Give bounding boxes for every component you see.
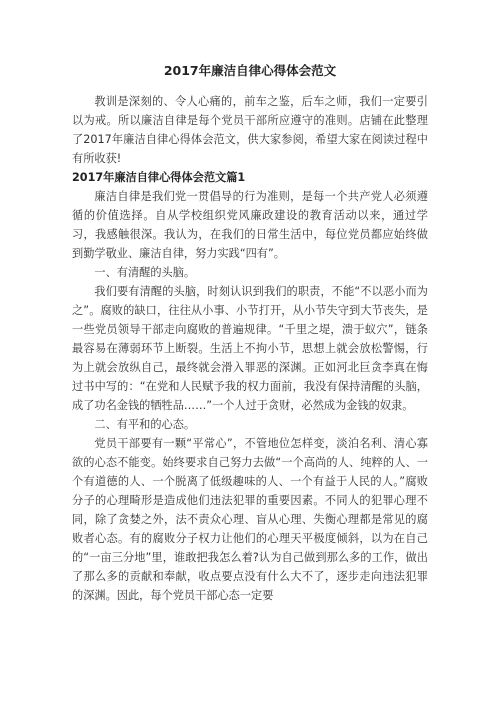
subheading-paragraph: 一、有清醒的头脑。 (94, 266, 196, 279)
section-heading: 2017年廉洁自律心得体会范文篇1 (72, 171, 246, 184)
intro-paragraph: 教训是深刻的、令人心痛的，前车之鉴，后车之师，我们一定要引以为戒。所以廉洁自律是每个党员干部所应遵守的准则。店铺在此整理了2017年廉洁自律心得体会范文，供大家参阅，希望大家在阅读过程中有所收获! (72, 95, 428, 165)
body-paragraph: 廉洁自律是我们党一贯倡导的行为准则，是每一个共产党人必须遵循的价值选择。自从学校组织党风廉政建设的教育活动以来，通过学习，我感触很深。我认为，在我们的日常生活中，每位党员都应始终做到勤学敬业、廉洁自律，努力实践“四有”。 (72, 190, 428, 260)
body-paragraph: 党员干部要有一颗“平常心”，不管地位怎样变，淡泊名利、清心寡欲的心态不能变。始终要求自己努力去做“一个高尚的人、纯粹的人、一个有道德的人、一个脱离了低级趣味的人、一个有益于人民的人。”腐败分子的心理畸形是造成他们违法犯罪的重要因素。不同人的犯罪心理不同，除了贪婪之外，法不责众心理、盲从心理、失衡心理都是常见的腐败者心态。有的腐败分子权力让他们的心理天平极度倾斜，以为在自己的“一亩三分地”里，谁敢把我怎么着?认为自己做到那么多的工作，做出了那么多的贡献和奉献，收点要点没有什么大不了，逐步走向违法犯罪的深渊。因此，每个党员干部心态一定要 (72, 437, 428, 602)
document-body (72, 92, 428, 605)
body-paragraph: 我们要有清醒的头脑，时刻认识到我们的职责，不能“不以恶小而为之”。腐败的缺口，往往从小事、小节打开，从小节失守到大节丧失，是一些党员领导干部走向腐败的普遍规律。“千里之堤，溃于蚁穴”，链条最容易在薄弱环节上断裂。生活上不拘小节，思想上就会放松警惕，行为上就会放纵自己，最终就会滑入罪恶的深渊。正如河北巨贪李真在悔过书中写的：“在党和人民赋予我的权力面前，我没有保持清醒的头脑，成了功名金钱的牺牲品……”一个人过于贪财，必然成为金钱的奴隶。 (72, 285, 428, 412)
subheading-paragraph: 二、有平和的心态。 (94, 418, 196, 431)
document-title: 2017年廉洁自律心得体会范文 (163, 63, 337, 78)
